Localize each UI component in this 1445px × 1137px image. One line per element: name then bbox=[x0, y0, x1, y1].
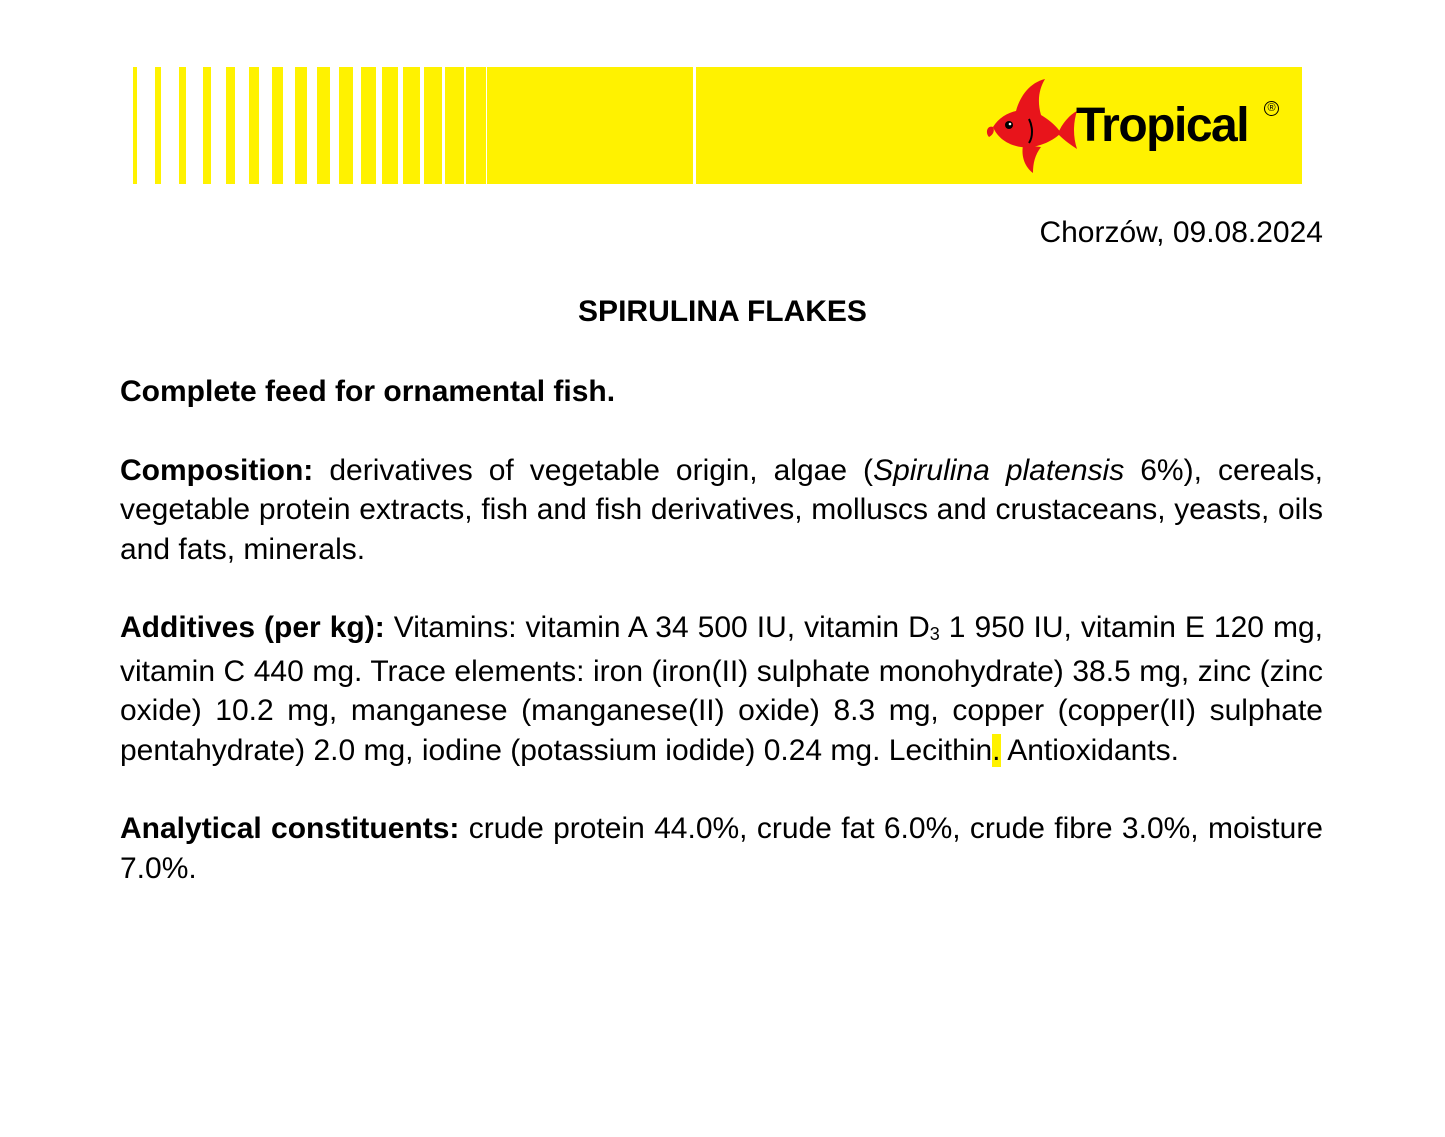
composition-text-1: derivatives of vegetable origin, algae ( bbox=[313, 453, 874, 487]
composition-label: Composition: bbox=[120, 453, 314, 487]
additives-text-1: Vitamins: vitamin A 34 500 IU, vitamin D bbox=[384, 611, 930, 645]
intro-paragraph bbox=[120, 372, 1323, 411]
additives-label: Additives (per kg): bbox=[120, 611, 385, 645]
banner-stripes bbox=[133, 67, 695, 184]
document-date: Chorzów, 09.08.2024 bbox=[1039, 216, 1323, 249]
document-title: SPIRULINA FLAKES bbox=[578, 295, 867, 328]
analytical-paragraph bbox=[120, 809, 1323, 888]
fish-logo-icon bbox=[985, 75, 1077, 175]
analytical-text: crude protein 44.0%, crude fat 6.0%, crude fibre 3.0%, moisture 7.0%. bbox=[120, 812, 1323, 885]
analytical-label: Analytical constituents: bbox=[120, 812, 460, 846]
additives-text-2: 1 950 IU, vitamin E 120 mg, vitamin C 440 mg. Trace elements: iron (iron(II) sulphate monohydrate) 38.5 mg, zinc (zinc oxide) 10.2 mg, manganese (manganese(II) oxide) 8.3 mg, copper (copper(II) sulphate pentahydrate) 2.0 mg, iodine (potassium iodide) 0.24 mg. Lecithin bbox=[120, 611, 1323, 767]
composition-species: Spirulina platensis bbox=[873, 453, 1125, 487]
brand-name: Tropical bbox=[1076, 99, 1249, 152]
document-body bbox=[120, 372, 1323, 928]
header-banner bbox=[133, 67, 1302, 184]
highlighted-period: . bbox=[992, 733, 1001, 767]
composition-text-2: 6%), cereals, vegetable protein extracts, fish and fish derivatives, molluscs and crustaceans, yeasts, oils and fats, minerals. bbox=[120, 453, 1323, 566]
additives-text-3: Antioxidants. bbox=[1000, 733, 1179, 767]
additives-paragraph bbox=[120, 608, 1323, 770]
brand-logo bbox=[985, 75, 1285, 175]
composition-paragraph bbox=[120, 451, 1323, 569]
registered-mark: ® bbox=[1264, 101, 1279, 116]
additives-subscript: 3 bbox=[929, 624, 940, 645]
intro-text: Complete feed for ornamental fish. bbox=[120, 375, 616, 408]
